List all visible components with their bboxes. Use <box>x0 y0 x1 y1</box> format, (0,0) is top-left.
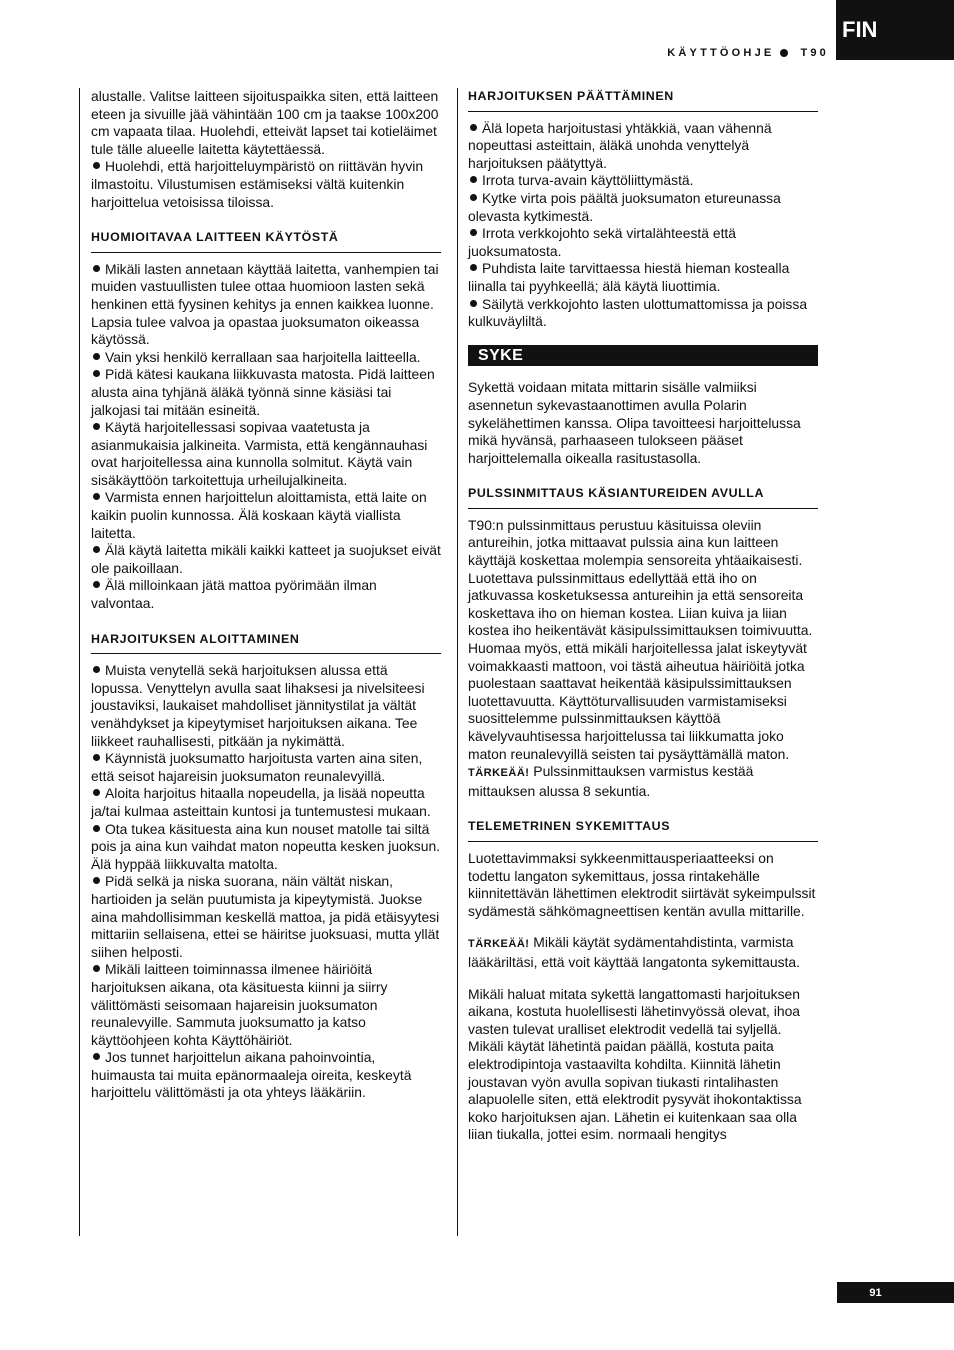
bullet-item: Irrota verkkojohto sekä virtalähteestä että juoksumatosta. <box>468 225 737 259</box>
bullet-item: Vain yksi henkilö kerrallaan saa harjoitella laitteella. <box>91 349 441 367</box>
page-number-tab <box>837 1282 954 1303</box>
model-label: T90 <box>800 47 829 59</box>
page-number: 91 <box>869 1286 882 1299</box>
bullet-icon <box>93 877 100 884</box>
paragraph: Luotettavimmaksi sykkeenmittausperiaatteeksi on todettu langaton sykemittaus, jossa rintakehälle kiinnitettävän lähettimen elektrodit siirtävät sykeimpulssit sydämestä sähkömagneettisen kentän avulla mittarille. <box>468 849 816 919</box>
bullet-item: Huolehdi, että harjoitteluympäristö on riittävän hyvin ilmastoitu. Vilustumisen estämiseksi vältä kuitenkin harjoittelua vetoisissa tiloissa. <box>91 158 424 210</box>
bullet-icon <box>93 493 100 500</box>
bullet-icon <box>93 965 100 972</box>
bullet-icon <box>93 546 100 553</box>
left-column <box>91 88 441 1102</box>
bullet-icon <box>93 1053 100 1060</box>
bullet-dot-icon <box>780 49 788 57</box>
language-tab <box>836 0 954 60</box>
syke-section-bar: SYKE <box>468 345 818 367</box>
paragraph: T90:n pulssinmittaus perustuu käsituissa oleviin antureihin, jotka mittaavat pulssia aina kun laitteen käyttäjä koskettaa molempia sensoreita yhtäaikaisesti. Luotettava pulssinmittaus edellyttää että iho on jatkuvassa kosketuksessa antureihin ja että sensoreita koskettava iho on hieman kostea. Liian kuiva ja liian kostea iho heikentävät käsipulssimittauksen toimivuutta. Huomaa myös, että mikäli harjoitellessa jalat iskeytyvät voimakkaasti mattoon, voi tästä aiheutua häiriöitä jotka puolestaan saattavat heikentää käsipulssimittauksen luotettavuutta. Käyttöturvallisuuden varmistamiseksi suosittelemme pulssinmittauksen käyttöä kävelyvauhtisessa harjoittelussa tai liikkumatta joko maton reunalevyillä seisten tai pysäyttämällä maton. <box>468 516 813 762</box>
important-label: TÄRKEÄÄ! <box>468 767 530 780</box>
bullet-icon <box>470 229 477 236</box>
paragraph: Sykettä voidaan mitata mittarin sisälle valmiiksi asennetun sykevastaanottimen avulla Polarin sykelähettimen kanssa. Olipa tavoitteesi harjoittelussa mikä hyvänsä, parhaaseen tulokseen pääset harjoittelemalla oikealla rasitustasolla. <box>468 379 801 466</box>
center-column-rule <box>457 88 458 1236</box>
bullet-item: Varmista ennen harjoittelun aloittamista, että laite on kaikin puolin kunnossa. Älä koskaan käytä viallista laitetta. <box>91 489 427 541</box>
bullet-item: Ota tukea käsituesta aina kun nouset matolle tai siltä pois ja aina kun vaihdat maton nopeutta kesken juoksun. Älä hyppää liikkuvalta matolta. <box>91 820 441 872</box>
language-label: FIN <box>842 17 878 42</box>
bullet-item: Käytä harjoitellessasi sopivaa vaatetusta ja asianmukaisia jalkineita. Varmista, että kengännauhasi ovat harjoitellessa aina kunnolla solmitut. Käytä vain sisäkäyttöön tarkoitettuja urheilujalkineita. <box>91 419 428 488</box>
bullet-icon <box>93 162 100 169</box>
paragraph: alustalle. Valitse laitteen sijoituspaikka siten, että laitteen eteen ja sivuille jää vähintään 100 cm ja taakse 100x200 cm vapaata tilaa. Huolehdi, etteivät lapset tai kotieläimet tule tälle alueelle laitetta käytettäessä. <box>91 88 439 157</box>
section-heading: PULSSINMITTAUS KÄSIANTUREIDEN AVULLA <box>468 485 818 509</box>
right-column <box>468 88 818 1144</box>
bullet-item: Aloita harjoitus hitaalla nopeudella, ja lisää nopeutta ja/tai kulmaa asteittain kuntosi ja tuntemustesi mukaan. <box>91 785 431 819</box>
bullet-item: Älä milloinkaan jätä mattoa pyörimään ilman valvontaa. <box>91 577 377 612</box>
bullet-item: Mikäli lasten annetaan käyttää laitetta, vanhempien tai muiden vastuullisten tulee ottaa huomioon lasten sekä henkinen että fyysinen kehitys ja ennen kaikkea luonne. Lapsia tulee valvoa ja opastaa juoksumaton oikeassa käytössä. <box>91 260 439 348</box>
bullet-icon <box>470 264 477 271</box>
bullet-item: Älä käytä laitetta mikäli kaikki katteet ja suojukset eivät ole paikoillaan. <box>91 542 441 576</box>
important-note: TÄRKEÄÄ! Pulssinmittauksen varmistus kestää mittauksen alussa 8 sekuntia. <box>468 763 754 799</box>
bullet-item: Älä lopeta harjoitustasi yhtäkkiä, vaan vähennä nopeuttasi asteittain, äläkä unohda venyttelyä harjoituksen päätyttyä. <box>468 119 772 171</box>
manual-label: KÄYTTÖOHJE <box>667 47 775 59</box>
bullet-icon <box>93 825 100 832</box>
running-header <box>667 47 829 59</box>
bullet-item: Pidä selkä ja niska suorana, näin vältät niskan, hartioiden ja selän puutumista ja kipeytymistä. Juokse aina mahdollisimman keskellä mattoa, ja pidä etäisyytesi mittariin sellaisena, ettei se häiritse juoksuasi, mutta yllät siihen helposti. <box>91 873 440 960</box>
section-heading: HARJOITUKSEN ALOITTAMINEN <box>91 631 441 655</box>
section-heading: HUOMIOITAVAA LAITTEEN KÄYTÖSTÄ <box>91 229 441 253</box>
bullet-icon <box>93 789 100 796</box>
bullet-item: Muista venytellä sekä harjoituksen alussa että lopussa. Venyttelyn avulla saat lihaksesi ja nivelsiteesi joustaviksi, laukaiset mahdolliset jännitystilat ja vältät venähdykset ja kipeytymiset harjoituksen aikana. Tee liikkeet rauhallisesti, pitkään ja nykimättä. <box>91 662 425 749</box>
bullet-icon <box>93 423 100 430</box>
bullet-icon <box>470 300 477 307</box>
bullet-item: Kytke virta pois päältä juoksumaton etureunassa olevasta kytkimestä. <box>468 189 781 224</box>
bullet-icon <box>93 265 100 272</box>
paragraph: Mikäli haluat mitata sykettä langattomasti harjoituksen aikana, kostuta huolellisesti lähetinvyössä olevat, ihoa vasten tulevat uralliset elektrodit vedellä tai syljellä. Mikäli käytät lähetintä paidan päällä, kostuta paita elektrodipintoja vastaavilta kohdilta. Kiinnitä lähetin joustavan vyön avulla sopivan tiukasti rintalihasten alapuolelle siten, että elektrodit pysyvät ihokontaktissa koko harjoituksen ajan. Lähetin ei kuitenkaan saa olla liian tiukalla, jottei esim. normaali hengitys <box>468 985 802 1143</box>
bullet-icon <box>470 194 477 201</box>
section-heading: HARJOITUKSEN PÄÄTTÄMINEN <box>468 88 818 112</box>
bullet-icon <box>93 581 100 588</box>
bullet-icon <box>470 176 477 183</box>
important-label: TÄRKEÄÄ! <box>468 938 530 951</box>
bullet-item: Pidä kätesi kaukana liikkuvasta matosta. Pidä laitteen alusta aina tyhjänä äläkä työnnä sinne käsiäsi tai jalkojasi tai mitään esineitä. <box>91 366 435 418</box>
bullet-icon <box>93 370 100 377</box>
bullet-item: Mikäli laitteen toiminnassa ilmenee häiriöitä harjoituksen aikana, ota käsituesta kiinni ja siirry välittömästi seisomaan hajareisin juoksumaton reunalevyille. Sammuta juoksumatto ja katso käyttöohjeen kohta Käyttöhäiriöt. <box>91 961 388 1048</box>
bullet-icon <box>93 353 100 360</box>
bullet-item: Jos tunnet harjoittelun aikana pahoinvointia, huimausta tai muita epänormaaleja oireita, keskeytä harjoittelu välittömästi ja ota yhteys lääkäriin. <box>91 1049 412 1101</box>
important-note: TÄRKEÄÄ! Mikäli käytät sydämentahdistinta, varmista lääkäriltäsi, että voit käyttää langatonta sykemittausta. <box>468 934 801 970</box>
bullet-icon <box>93 666 100 673</box>
left-column-rule <box>79 88 80 1236</box>
bullet-item: Käynnistä juoksumatto harjoitusta varten aina siten, että seisot hajareisin juoksumaton reunalevyillä. <box>91 750 423 784</box>
bullet-item: Säilytä verkkojohto lasten ulottumattomissa ja poissa kulkuväyliltä. <box>468 295 808 330</box>
bullet-item: Puhdista laite tarvittaessa hiestä hieman kostealla liinalla tai pyyhkeellä; älä käytä liuottimia. <box>468 260 790 294</box>
section-heading: TELEMETRINEN SYKEMITTAUS <box>468 818 818 842</box>
bullet-icon <box>93 754 100 761</box>
bullet-item: Irrota turva-avain käyttöliittymästä. <box>468 172 818 190</box>
bullet-icon <box>470 124 477 131</box>
